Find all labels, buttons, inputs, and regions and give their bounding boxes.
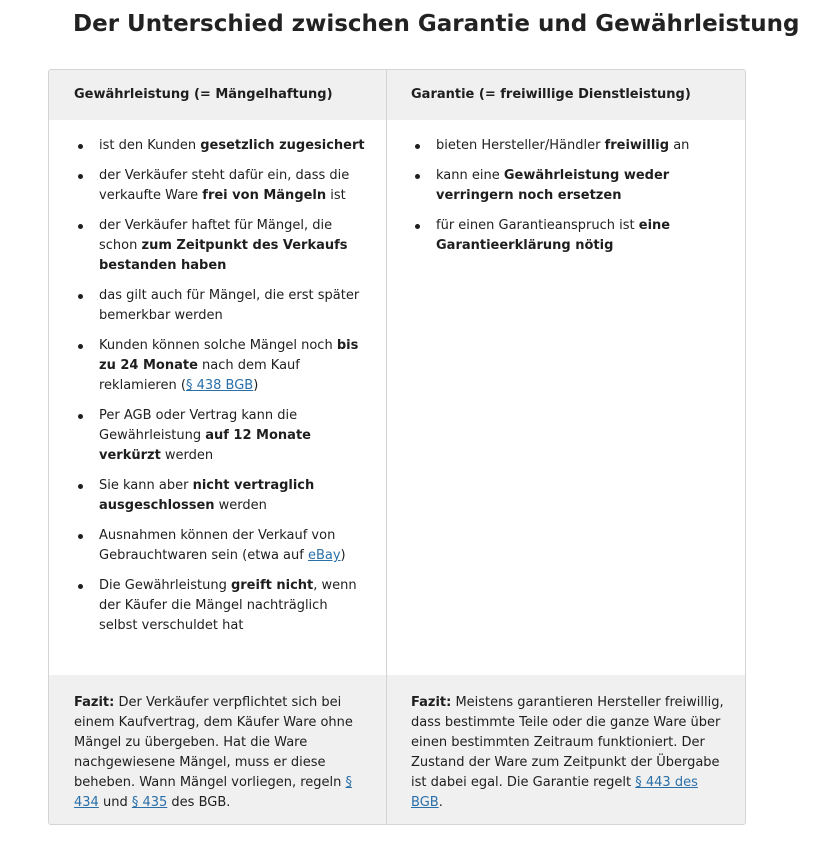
- list-item: kann eine Gewährleistung weder verringern noch ersetzen: [414, 166, 729, 206]
- column-header-gewaehrleistung: Gewährleistung (= Mängelhaftung): [49, 70, 386, 120]
- bullet-icon: [78, 224, 83, 229]
- link-443-bgb[interactable]: § 443 des BGB: [411, 775, 698, 810]
- bullet-icon: [78, 174, 83, 179]
- bullet-icon: [78, 344, 83, 349]
- list-item: für einen Garantieanspruch ist eine Garantieerklärung nötig: [414, 216, 729, 256]
- fazit-gewaehrleistung: Fazit: Der Verkäufer verpflichtet sich bei einem Kaufvertrag, dem Käufer Ware ohne Mängel zu übergeben. Hat die Ware nachgewiesene Mängel, muss er diese beheben. Wann Mängel vorliegen, regeln § 434 und § 435 des BGB.: [49, 675, 386, 824]
- link-434-bgb[interactable]: § 434: [74, 775, 353, 810]
- bullet-icon: [78, 584, 83, 589]
- list-item: der Verkäufer haftet für Mängel, die schon zum Zeitpunkt des Verkaufs bestanden haben: [77, 216, 367, 276]
- list-item: Die Gewährleistung greift nicht, wenn der Käufer die Mängel nachträglich selbst verschuldet hat: [77, 576, 367, 636]
- bullet-icon: [78, 144, 83, 149]
- bullet-icon: [415, 224, 420, 229]
- bullet-icon: [78, 484, 83, 489]
- link-435-bgb[interactable]: § 435: [131, 795, 168, 810]
- list-item: Sie kann aber nicht vertraglich ausgeschlossen werden: [77, 476, 367, 516]
- list-item: Per AGB oder Vertrag kann die Gewährleistung auf 12 Monate verkürzt werden: [77, 406, 367, 466]
- comparison-table: [48, 69, 746, 825]
- page-title: Der Unterschied zwischen Garantie und Gewährleistung: [73, 11, 800, 37]
- bullet-icon: [78, 414, 83, 419]
- list-item: Kunden können solche Mängel noch bis zu 24 Monate nach dem Kauf reklamieren (§ 438 BGB): [77, 336, 367, 396]
- column-body-gewaehrleistung: [49, 120, 386, 675]
- bullet-icon: [78, 534, 83, 539]
- fazit-garantie: Fazit: Meistens garantieren Hersteller freiwillig, dass bestimmte Teile oder die ganze Ware über einen bestimmten Zeitraum funktioniert. Der Zustand der Ware zum Zeitpunkt der Übergabe ist dabei egal. Die Garantie regelt § 443 des BGB.: [387, 675, 745, 824]
- column-gewaehrleistung: [49, 70, 387, 824]
- bullet-icon: [415, 144, 420, 149]
- bullet-icon: [78, 294, 83, 299]
- bullet-icon: [415, 174, 420, 179]
- list-item: der Verkäufer steht dafür ein, dass die verkaufte Ware frei von Mängeln ist: [77, 166, 367, 206]
- list-item: ist den Kunden gesetzlich zugesichert: [77, 136, 367, 156]
- list-item: Ausnahmen können der Verkauf von Gebrauchtwaren sein (etwa auf eBay): [77, 526, 367, 566]
- column-header-garantie: Garantie (= freiwillige Dienstleistung): [387, 70, 745, 120]
- list-item: das gilt auch für Mängel, die erst später bemerkbar werden: [77, 286, 367, 326]
- gewaehrleistung-list: [77, 136, 367, 646]
- link-ebay[interactable]: eBay: [307, 548, 341, 563]
- column-garantie: [387, 70, 745, 824]
- link-438-bgb[interactable]: § 438 BGB: [185, 378, 254, 393]
- garantie-list: [414, 136, 729, 266]
- list-item: bieten Hersteller/Händler freiwillig an: [414, 136, 729, 156]
- column-body-garantie: [387, 120, 745, 675]
